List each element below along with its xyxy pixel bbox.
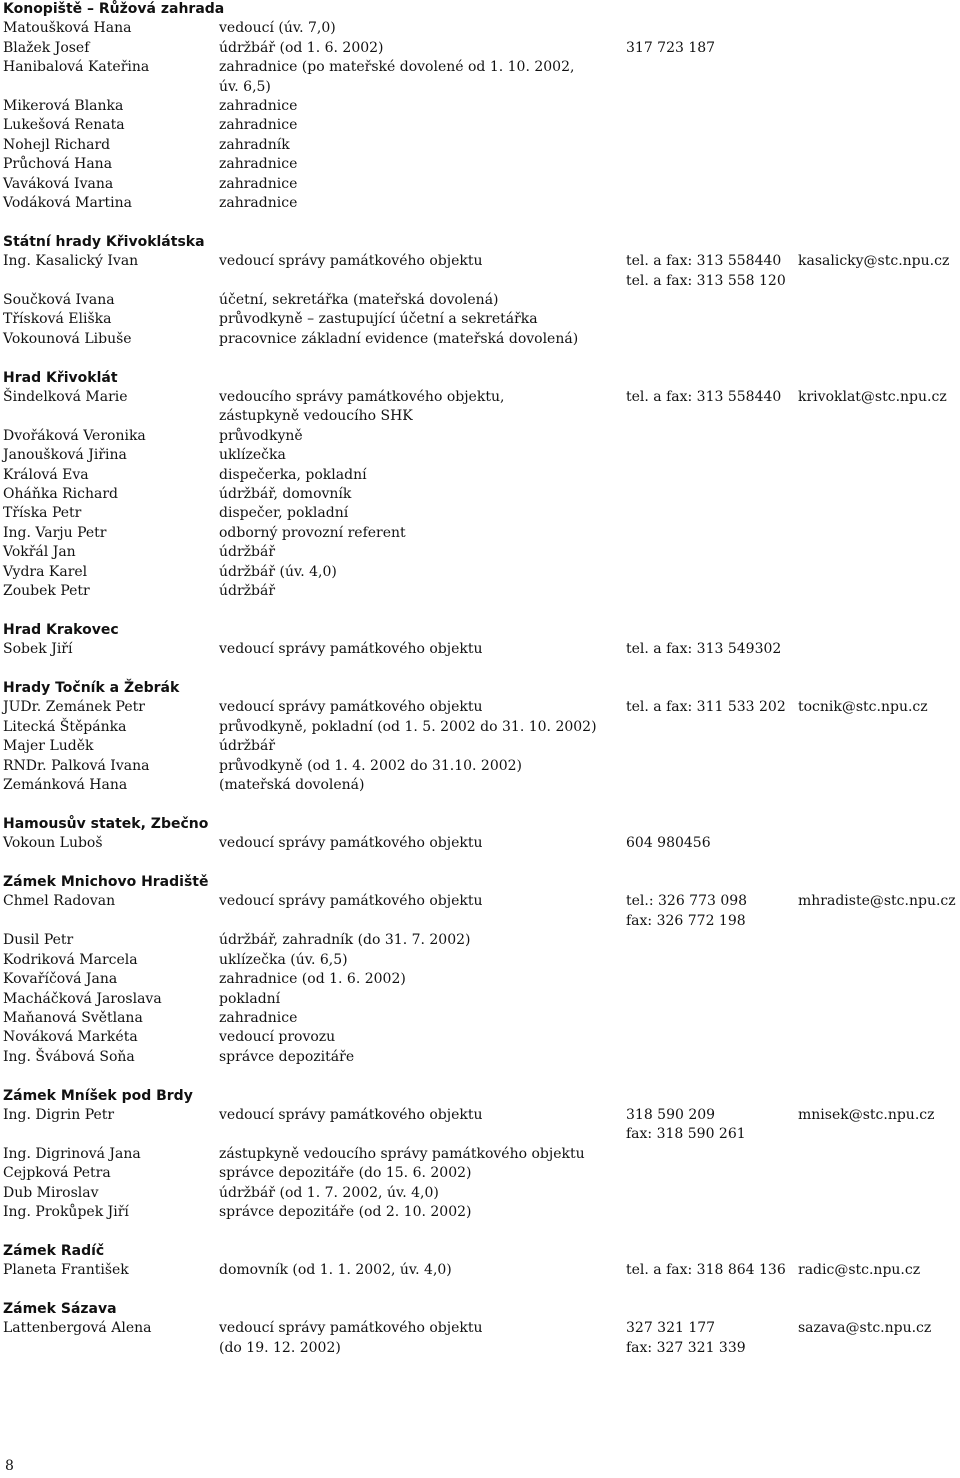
phone-fax [626, 116, 798, 135]
job-role: účetní, sekretářka (mateřská dovolená) [219, 292, 499, 309]
person-name: Maňanová Světlana [3, 1009, 143, 1026]
staff-row [3, 39, 958, 58]
staff-row [3, 776, 958, 795]
job-role: vedoucí správy památkového objektu [219, 699, 483, 716]
job-role: uklízečka [219, 447, 286, 464]
job-role: (do 19. 12. 2002) [219, 1339, 341, 1356]
person-name: Ing. Prokůpek Jiří [3, 1203, 129, 1220]
staff-row [3, 291, 958, 310]
staff-row [3, 1145, 958, 1164]
phone-fax [626, 427, 798, 446]
directory-section [3, 621, 958, 660]
staff-row [3, 388, 958, 407]
staff-row [3, 970, 958, 989]
phone-fax [626, 446, 798, 465]
person-name: Mikerová Blanka [3, 98, 124, 115]
person-name: Vodáková Martina [3, 195, 133, 212]
staff-row [3, 912, 958, 931]
job-role: průvodkyně – zastupující účetní a sekretářka [219, 311, 538, 328]
staff-row [3, 155, 958, 174]
job-role: zahradnice [219, 156, 298, 173]
email-address [798, 310, 958, 329]
section-heading: Konopiště – Růžová zahrada [3, 1, 225, 17]
section-heading: Zámek Sázava [3, 1300, 117, 1317]
phone-fax [626, 291, 798, 310]
job-role: údržbář [219, 544, 276, 561]
directory-section [3, 233, 958, 349]
job-role: odborný provozní referent [219, 524, 406, 541]
email-address[interactable]: krivoklat@stc.npu.cz [798, 389, 947, 406]
phone-fax [626, 543, 798, 562]
staff-row [3, 951, 958, 970]
section-heading: Hamousův statek, Zbečno [3, 815, 209, 832]
email-address [798, 1145, 958, 1164]
job-role: pokladní [219, 990, 281, 1007]
section-spacer [3, 796, 958, 815]
phone-fax: 604 980456 [626, 835, 711, 852]
job-role: zahradník [219, 136, 290, 153]
staff-row [3, 524, 958, 543]
directory-section [3, 1087, 958, 1223]
person-name: Vokřál Jan [3, 544, 76, 561]
job-role: údržbář, domovník [219, 486, 352, 503]
email-address[interactable]: kasalicky@stc.npu.cz [798, 253, 950, 270]
person-name: Šindelková Marie [3, 389, 128, 406]
staff-row [3, 1028, 958, 1047]
staff-row [3, 78, 958, 97]
email-address[interactable]: tocnik@stc.npu.cz [798, 699, 928, 716]
email-address [798, 1009, 958, 1028]
staff-row [3, 834, 958, 853]
job-role: zahradnice [219, 98, 298, 115]
email-address [798, 1048, 958, 1067]
directory-section [3, 369, 958, 602]
staff-row [3, 310, 958, 329]
staff-row [3, 116, 958, 135]
person-name [3, 407, 219, 426]
phone-fax: tel. a fax: 311 533 202 [626, 699, 786, 716]
job-role: správce depozitáře (do 15. 6. 2002) [219, 1165, 472, 1182]
person-name: RNDr. Palková Ivana [3, 757, 150, 774]
email-address [798, 524, 958, 543]
email-address [798, 757, 958, 776]
email-address [798, 175, 958, 194]
email-address [798, 1184, 958, 1203]
email-address [798, 563, 958, 582]
section-spacer [3, 213, 958, 232]
job-role: údržbář (od 1. 7. 2002, úv. 4,0) [219, 1184, 439, 1201]
job-role: vedoucí správy památkového objektu [219, 253, 483, 270]
staff-row [3, 504, 958, 523]
email-address [798, 155, 958, 174]
phone-fax [626, 1184, 798, 1203]
directory-section [3, 815, 958, 854]
person-name: Planeta František [3, 1262, 129, 1279]
person-name: Vokounová Libuše [3, 330, 132, 347]
person-name: Nohejl Richard [3, 136, 111, 153]
phone-fax [626, 1164, 798, 1183]
phone-fax [626, 78, 798, 97]
job-role: vedoucí (úv. 7,0) [219, 20, 336, 37]
job-role: vedoucí správy památkového objektu [219, 1106, 483, 1123]
directory-section [3, 679, 958, 795]
job-role: vedoucí správy památkového objektu [219, 835, 483, 852]
person-name: Součková Ivana [3, 292, 115, 309]
phone-fax [626, 194, 798, 213]
staff-row [3, 19, 958, 38]
phone-fax: fax: 326 772 198 [626, 912, 746, 929]
person-name: Nováková Markéta [3, 1029, 138, 1046]
page-number: 8 [5, 1458, 14, 1474]
email-address [798, 485, 958, 504]
staff-row [3, 466, 958, 485]
email-address [798, 990, 958, 1009]
staff-row [3, 543, 958, 562]
section-spacer [3, 1222, 958, 1241]
staff-row [3, 1164, 958, 1183]
person-name: Dusil Petr [3, 932, 74, 949]
job-role: průvodkyně [219, 427, 303, 444]
phone-fax [626, 58, 798, 77]
email-address [798, 97, 958, 116]
staff-row [3, 698, 958, 717]
directory-section [3, 1242, 958, 1281]
phone-fax [626, 330, 798, 349]
staff-row [3, 1203, 958, 1222]
person-name: Hanibalová Kateřina [3, 59, 150, 76]
email-address [798, 58, 958, 77]
phone-fax [626, 1009, 798, 1028]
job-role: zahradnice (od 1. 6. 2002) [219, 971, 406, 988]
staff-row [3, 990, 958, 1009]
staff-row [3, 272, 958, 291]
phone-fax: tel. a fax: 318 864 136 [626, 1262, 786, 1279]
email-address[interactable]: radic@stc.npu.cz [798, 1262, 921, 1279]
phone-fax [626, 175, 798, 194]
job-role: průvodkyně, pokladní (od 1. 5. 2002 do 31. 10. 2002) [219, 718, 597, 735]
section-heading: Zámek Radíč [3, 1242, 105, 1259]
job-role: vedoucí správy památkového objektu [219, 1320, 483, 1337]
phone-fax [626, 155, 798, 174]
phone-fax [626, 466, 798, 485]
person-name: JUDr. Zemánek Petr [3, 699, 145, 716]
person-name: Třísková Eliška [3, 311, 112, 328]
phone-fax: 327 321 177 [626, 1320, 716, 1337]
person-name: Ing. Digrinová Jana [3, 1145, 141, 1162]
staff-row [3, 1261, 958, 1280]
email-address [798, 466, 958, 485]
person-name [3, 78, 219, 97]
email-address [798, 291, 958, 310]
email-address [798, 640, 958, 659]
phone-fax: tel. a fax: 313 549302 [626, 641, 782, 658]
section-spacer [3, 854, 958, 873]
directory-section [3, 1300, 958, 1358]
phone-fax [626, 776, 798, 795]
phone-fax [626, 485, 798, 504]
person-name [3, 272, 219, 291]
job-role: vedoucí správy památkového objektu [219, 893, 483, 910]
email-address [798, 912, 958, 931]
job-role: průvodkyně (od 1. 4. 2002 do 31.10. 2002) [219, 757, 523, 774]
phone-fax [626, 951, 798, 970]
person-name: Kodriková Marcela [3, 951, 138, 968]
staff-row [3, 446, 958, 465]
staff-row [3, 757, 958, 776]
phone-fax [626, 407, 798, 426]
job-role: správce depozitáře [219, 1048, 355, 1065]
job-role: zahradnice [219, 1009, 298, 1026]
job-role: údržbář [219, 583, 276, 600]
phone-fax: tel. a fax: 313 558440 [626, 389, 782, 406]
phone-fax [626, 136, 798, 155]
staff-row [3, 97, 958, 116]
email-address [798, 116, 958, 135]
email-address [798, 776, 958, 795]
phone-fax [626, 737, 798, 756]
staff-row [3, 58, 958, 77]
staff-directory [3, 0, 958, 1358]
person-name: Zemánková Hana [3, 777, 128, 794]
email-address [798, 834, 958, 853]
phone-fax: tel. a fax: 313 558440 [626, 253, 782, 270]
email-address [798, 1339, 958, 1358]
staff-row [3, 427, 958, 446]
email-address [798, 1028, 958, 1047]
email-address [798, 194, 958, 213]
staff-row [3, 892, 958, 911]
directory-section [3, 0, 958, 213]
email-address [798, 39, 958, 58]
section-heading: Státní hrady Křivoklátska [3, 233, 205, 250]
phone-fax: fax: 318 590 261 [626, 1126, 746, 1143]
phone-fax: 318 590 209 [626, 1106, 716, 1123]
staff-row [3, 640, 958, 659]
job-role: zahradnice [219, 117, 298, 134]
person-name: Průchová Hana [3, 156, 113, 173]
phone-fax [626, 1203, 798, 1222]
email-address [798, 446, 958, 465]
staff-row [3, 563, 958, 582]
email-address [798, 330, 958, 349]
job-role: dispečerka, pokladní [219, 466, 367, 483]
email-address [798, 951, 958, 970]
person-name: Ing. Varju Petr [3, 524, 107, 541]
email-address [798, 582, 958, 601]
person-name: Zoubek Petr [3, 583, 90, 600]
phone-fax [626, 1048, 798, 1067]
email-address [798, 19, 958, 38]
person-name: Kovaříčová Jana [3, 971, 118, 988]
staff-row [3, 252, 958, 271]
phone-fax [626, 563, 798, 582]
person-name: Cejpková Petra [3, 1165, 111, 1182]
staff-row [3, 1319, 958, 1338]
person-name: Ing. Kasalický Ivan [3, 253, 139, 270]
job-role: pracovnice základní evidence (mateřská dovolená) [219, 330, 579, 347]
person-name: Blažek Josef [3, 39, 90, 56]
section-heading: Zámek Mnichovo Hradiště [3, 874, 209, 891]
section-spacer [3, 602, 958, 621]
phone-fax: fax: 327 321 339 [626, 1339, 746, 1356]
staff-row [3, 407, 958, 426]
job-role: zahradnice [219, 175, 298, 192]
phone-fax [626, 19, 798, 38]
person-name [3, 912, 219, 931]
person-name: Janoušková Jiřina [3, 447, 127, 464]
job-role: zástupkyně vedoucího správy památkového objektu [219, 1145, 585, 1162]
staff-row [3, 136, 958, 155]
job-role [219, 1125, 626, 1144]
staff-row [3, 582, 958, 601]
email-address[interactable]: mhradiste@stc.npu.cz [798, 893, 956, 910]
job-role: úv. 6,5) [219, 78, 271, 95]
section-heading: Hrad Krakovec [3, 621, 119, 638]
section-spacer [3, 660, 958, 679]
email-address [798, 931, 958, 950]
email-address[interactable]: sazava@stc.npu.cz [798, 1320, 932, 1337]
job-role: dispečer, pokladní [219, 505, 349, 522]
email-address [798, 970, 958, 989]
email-address [798, 1164, 958, 1183]
phone-fax [626, 504, 798, 523]
email-address [798, 1125, 958, 1144]
email-address[interactable]: mnisek@stc.npu.cz [798, 1106, 935, 1123]
staff-row [3, 485, 958, 504]
staff-row [3, 737, 958, 756]
email-address [798, 78, 958, 97]
email-address [798, 737, 958, 756]
person-name: Vydra Karel [3, 563, 88, 580]
directory-section [3, 873, 958, 1067]
job-role [219, 912, 626, 931]
phone-fax [626, 757, 798, 776]
job-role: (mateřská dovolená) [219, 777, 365, 794]
person-name: Králová Eva [3, 466, 89, 483]
job-role: zástupkyně vedoucího SHK [219, 408, 413, 425]
section-spacer [3, 1281, 958, 1300]
phone-fax: tel. a fax: 313 558 120 [626, 272, 786, 289]
phone-fax [626, 970, 798, 989]
job-role: údržbář (od 1. 6. 2002) [219, 39, 384, 56]
phone-fax [626, 310, 798, 329]
job-role: údržbář, zahradník (do 31. 7. 2002) [219, 932, 471, 949]
job-role: zahradnice [219, 195, 298, 212]
email-address [798, 272, 958, 291]
phone-fax [626, 931, 798, 950]
person-name: Dub Miroslav [3, 1184, 99, 1201]
phone-fax [626, 582, 798, 601]
person-name: Litecká Štěpánka [3, 718, 127, 735]
phone-fax [626, 1145, 798, 1164]
person-name: Dvořáková Veronika [3, 427, 146, 444]
section-heading: Hrad Křivoklát [3, 369, 118, 386]
phone-fax [626, 990, 798, 1009]
job-role: údržbář [219, 738, 276, 755]
staff-row [3, 1184, 958, 1203]
section-spacer [3, 349, 958, 368]
section-heading: Zámek Mníšek pod Brdy [3, 1087, 193, 1104]
job-role: správce depozitáře (od 2. 10. 2002) [219, 1203, 472, 1220]
person-name: Ing. Digrin Petr [3, 1106, 115, 1123]
person-name: Vokoun Luboš [3, 835, 103, 852]
staff-row [3, 1106, 958, 1125]
email-address [798, 718, 958, 737]
staff-row [3, 1339, 958, 1358]
job-role: uklízečka (úv. 6,5) [219, 951, 348, 968]
email-address [798, 407, 958, 426]
staff-row [3, 718, 958, 737]
staff-row [3, 1048, 958, 1067]
phone-fax [626, 524, 798, 543]
person-name: Matoušková Hana [3, 20, 132, 37]
email-address [798, 543, 958, 562]
staff-row [3, 175, 958, 194]
phone-fax: 317 723 187 [626, 39, 716, 56]
section-heading: Hrady Točník a Žebrák [3, 680, 180, 697]
person-name: Lattenbergová Alena [3, 1320, 152, 1337]
staff-row [3, 194, 958, 213]
job-role: vedoucího správy památkového objektu, [219, 389, 505, 406]
phone-fax: tel.: 326 773 098 [626, 893, 748, 910]
job-role: zahradnice (po mateřské dovolené od 1. 10. 2002, [219, 59, 575, 76]
job-role: vedoucí správy památkového objektu [219, 641, 483, 658]
job-role: domovník (od 1. 1. 2002, úv. 4,0) [219, 1262, 452, 1279]
person-name: Oháňka Richard [3, 486, 119, 503]
job-role [219, 272, 626, 291]
email-address [798, 1203, 958, 1222]
staff-row [3, 330, 958, 349]
job-role: vedoucí provozu [219, 1029, 336, 1046]
person-name: Tříska Petr [3, 505, 82, 522]
email-address [798, 427, 958, 446]
staff-row [3, 1125, 958, 1144]
section-spacer [3, 1067, 958, 1086]
phone-fax [626, 97, 798, 116]
email-address [798, 504, 958, 523]
job-role: údržbář (úv. 4,0) [219, 563, 337, 580]
person-name: Vaváková Ivana [3, 175, 114, 192]
staff-row [3, 1009, 958, 1028]
person-name [3, 1125, 219, 1144]
person-name: Sobek Jiří [3, 641, 73, 658]
person-name: Ing. Švábová Soňa [3, 1048, 135, 1065]
email-address [798, 136, 958, 155]
person-name [3, 1339, 219, 1358]
staff-row [3, 931, 958, 950]
person-name: Lukešová Renata [3, 117, 125, 134]
phone-fax [626, 718, 798, 737]
person-name: Majer Luděk [3, 738, 94, 755]
phone-fax [626, 1028, 798, 1047]
person-name: Chmel Radovan [3, 893, 116, 910]
person-name: Macháčková Jaroslava [3, 990, 162, 1007]
